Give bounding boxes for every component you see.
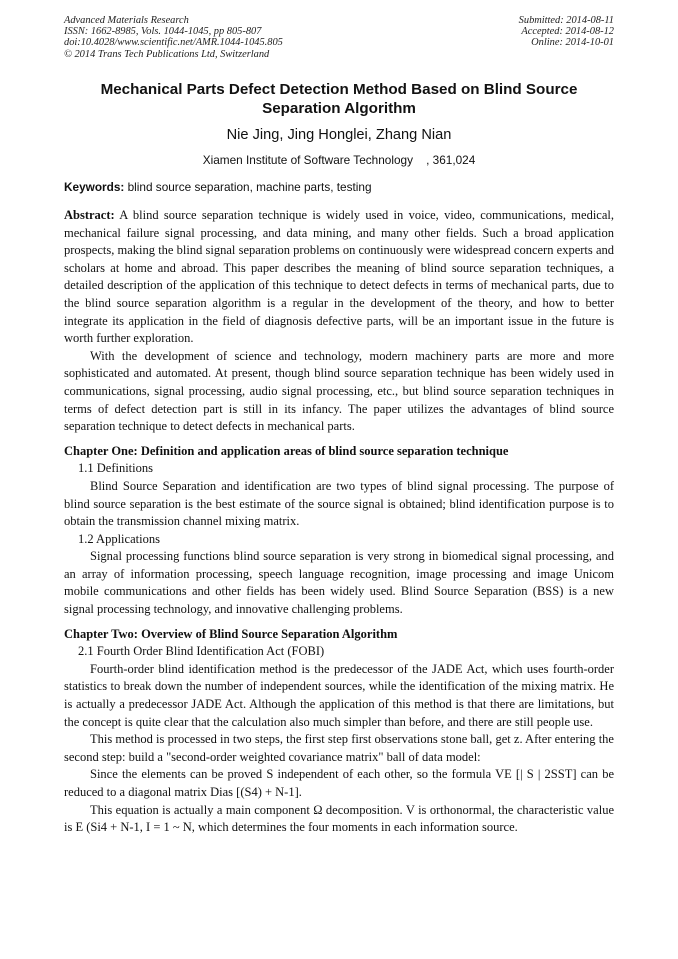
- abstract-paragraph: [64, 207, 614, 348]
- paper-body: [64, 207, 614, 837]
- journal-name: Advanced Materials Research: [64, 15, 189, 26]
- journal-issn: ISSN: 1662-8985, Vols. 1044-1045, pp 805-807: [64, 26, 262, 38]
- section-1-1-text: Blind Source Separation and identification are two types of blind signal processing. The purpose of blind source separation is the best estimate of the source signal is obtained; blind identification purpose is to obtain the transmission channel mixing matrix.: [64, 478, 614, 529]
- section-2-1-heading: 2.1 Fourth Order Blind Identification Act (FOBI): [78, 644, 325, 659]
- online-date: Online: 2014-10-01: [531, 37, 614, 49]
- dates-header: [519, 15, 614, 49]
- submitted-date: Submitted: 2014-08-11: [518, 15, 614, 26]
- section-2-1-paragraph-3: Since the elements can be proved S independent of each other, so the formula VE [| S | 2SST] can be reduced to a diagonal matrix Dias [(S4) + N-1].: [64, 767, 614, 799]
- section-1-2-text: Signal processing functions blind source separation is very strong in biomedical signal processing, and an array of information processing, speech language recognition, image processing and image Unicom mobile communications and other fields has been widely used. Blind Source Separation (BSS) is a new signal processing technology, and innovative challenging problems.: [64, 549, 614, 617]
- section-2-1-paragraph-4: This equation is actually a main component Ω decomposition. V is orthonormal, the characteristic value is E (Si4 + N-1, I = 1 ~ N, which determines the four moments in each information source.: [64, 802, 614, 835]
- abstract-text: A blind source separation technique is widely used in voice, video, communications, medical, mechanical failure signal processing, and data mining, and many other fields. Such a broad application prospects, making the blind signal separation problems on continuously were widespread concern experts and scholars at home and abroad. This paper describes the meaning of blind source separation techniques, a detailed description of the application of this technique to detect defects in terms of mechanical parts, due to the blind source separation algorithm is a regular in the development of the theory, and how to better integrate its application in the field of diagnosis defective parts, will be an important issue in the future is worth further exploration.: [64, 208, 614, 346]
- keywords-label: Keywords:: [64, 180, 125, 194]
- accepted-date: Accepted: 2014-08-12: [521, 26, 614, 38]
- journal-doi: doi:10.4028/www.scientific.net/AMR.1044-1045.805: [64, 37, 283, 49]
- chapter-one-heading: Chapter One: Definition and application areas of blind source separation technique: [64, 443, 509, 458]
- journal-copyright: © 2014 Trans Tech Publications Ltd, Switzerland: [64, 48, 270, 60]
- journal-header: [64, 15, 283, 60]
- paper-title: Mechanical Parts Defect Detection Method Based on Blind Source Separation Algorithm: [100, 81, 578, 117]
- section-1-2-heading: 1.2 Applications: [78, 531, 160, 546]
- paper-affiliation: Xiamen Institute of Software Technology , 361,024: [202, 153, 476, 167]
- section-1-1-heading: 1.1 Definitions: [78, 461, 153, 476]
- section-2-1-paragraph-2: This method is processed in two steps, the first step first observations stone ball, get z. After entering the second step: build a "second-order weighted covariance matrix" ball of data model:: [64, 732, 614, 764]
- section-2-1-paragraph-1: Fourth-order blind identification method is the predecessor of the JADE Act, which uses fourth-order statistics to break down the number of independent sources, while the identification of the mixing matrix. He is actually a predecessor JADE Act. Although the application of this method is that there are limitations, but the concept is quite clear that the calculation also much simpler than before, and there are still people use.: [64, 661, 614, 729]
- abstract-paragraph-2: With the development of science and technology, modern machinery parts are more and more sophisticated and automated. At present, though blind source separation technique has been widely used in communications, signal processing, audio signal processing, etc., but blind source separation techniques in terms of defect detection part is still in its infancy. The paper utilizes the advantages of blind source separation technique to detect defects in mechanical parts.: [64, 348, 614, 434]
- paper-authors: Nie Jing, Jing Honglei, Zhang Nian: [226, 127, 452, 143]
- keywords-text: blind source separation, machine parts, testing: [124, 180, 372, 194]
- abstract-label: Abstract:: [64, 208, 115, 222]
- keywords-line: [64, 180, 614, 195]
- chapter-two-heading: Chapter Two: Overview of Blind Source Separation Algorithm: [64, 626, 398, 641]
